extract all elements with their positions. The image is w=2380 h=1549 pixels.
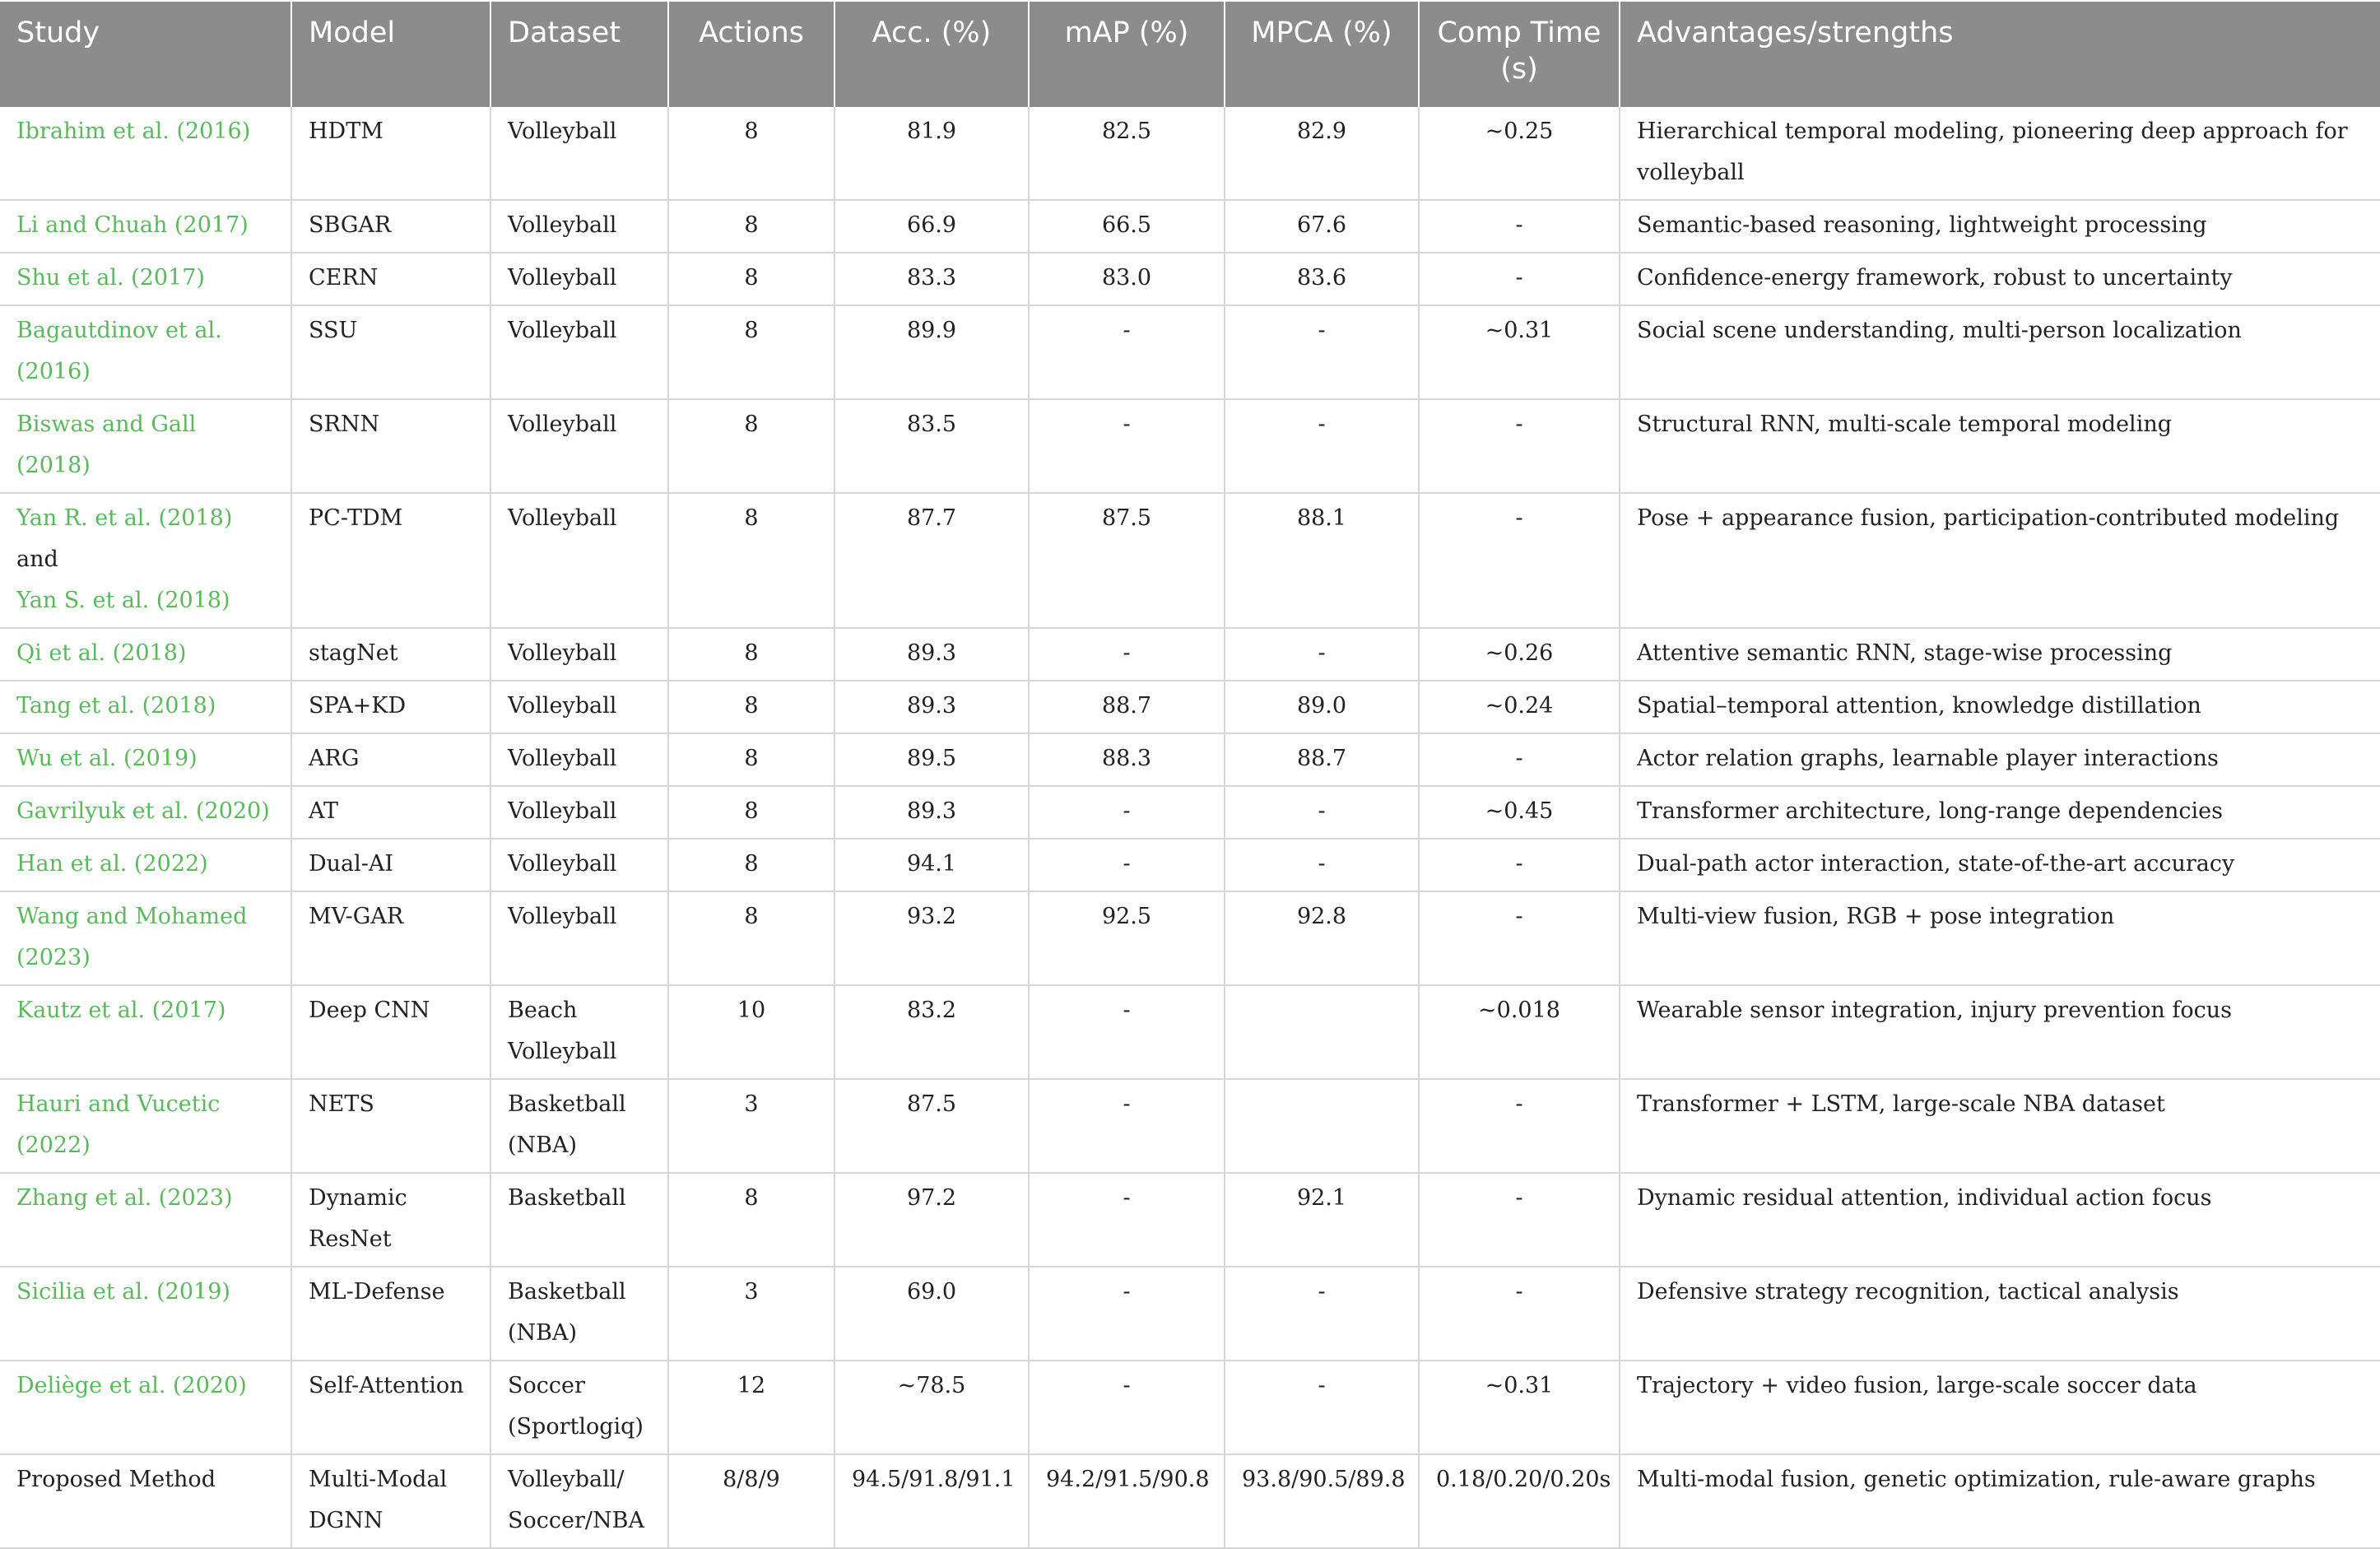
comparison-table <box>0 2 2380 1549</box>
actions-cell: 8 <box>668 628 834 681</box>
header-mpca: MPCA (%) <box>1225 2 1419 107</box>
mpca-cell: 88.7 <box>1225 733 1419 786</box>
dataset-cell: Volleyball <box>490 399 668 493</box>
dataset-cell: Volleyball <box>490 733 668 786</box>
comp-time-cell: ~0.31 <box>1419 1361 1620 1454</box>
study-link[interactable]: Qi et al. (2018) <box>0 628 291 681</box>
accuracy-cell: 94.1 <box>834 839 1029 891</box>
map-cell: - <box>1029 1361 1225 1454</box>
comp-time-cell: ~0.018 <box>1419 985 1620 1079</box>
table-row <box>0 1173 2380 1267</box>
comp-time-cell: - <box>1419 1079 1620 1173</box>
table-row <box>0 985 2380 1079</box>
study-link[interactable]: Wu et al. (2019) <box>0 733 291 786</box>
dataset-cell: Volleyball <box>490 839 668 891</box>
actions-cell: 8 <box>668 891 834 985</box>
dataset-cell: Volleyball <box>490 305 668 399</box>
study-link[interactable]: Biswas and Gall (2018) <box>0 399 291 493</box>
accuracy-cell: 89.9 <box>834 305 1029 399</box>
study-link[interactable]: Zhang et al. (2023) <box>0 1173 291 1267</box>
actions-cell: 8 <box>668 200 834 253</box>
study-link[interactable]: Han et al. (2022) <box>0 839 291 891</box>
map-cell: - <box>1029 305 1225 399</box>
map-cell: 83.0 <box>1029 253 1225 305</box>
map-cell: - <box>1029 985 1225 1079</box>
map-cell: 88.3 <box>1029 733 1225 786</box>
model-cell: ML-Defense <box>291 1267 490 1361</box>
header-actions: Actions <box>668 2 834 107</box>
comp-time-cell: - <box>1419 399 1620 493</box>
model-cell: HDTM <box>291 107 490 200</box>
accuracy-cell: 83.5 <box>834 399 1029 493</box>
table-row <box>0 733 2380 786</box>
study-link[interactable]: Li and Chuah (2017) <box>0 200 291 253</box>
study-link[interactable]: Bagautdinov et al. (2016) <box>0 305 291 399</box>
map-cell: 82.5 <box>1029 107 1225 200</box>
table-row <box>0 399 2380 493</box>
dataset-cell: Volleyball/ Soccer/NBA <box>490 1454 668 1548</box>
model-cell: stagNet <box>291 628 490 681</box>
accuracy-cell: 66.9 <box>834 200 1029 253</box>
accuracy-cell: 87.7 <box>834 493 1029 628</box>
actions-cell: 8 <box>668 839 834 891</box>
study-link[interactable]: Hauri and Vucetic (2022) <box>0 1079 291 1173</box>
advantages-cell: Dynamic residual attention, individual action focus <box>1620 1173 2380 1267</box>
study-cell <box>0 493 291 628</box>
header-advantages: Advantages/strengths <box>1620 2 2380 107</box>
comp-time-cell: - <box>1419 839 1620 891</box>
actions-cell: 8 <box>668 107 834 200</box>
table-row <box>0 1267 2380 1361</box>
model-cell: Self-Attention <box>291 1361 490 1454</box>
header-comp-time: Comp Time (s) <box>1419 2 1620 107</box>
model-cell: AT <box>291 786 490 839</box>
map-cell: - <box>1029 1079 1225 1173</box>
table-row <box>0 786 2380 839</box>
map-cell: - <box>1029 1173 1225 1267</box>
header-map: mAP (%) <box>1029 2 1225 107</box>
comp-time-cell: - <box>1419 1267 1620 1361</box>
table-row <box>0 253 2380 305</box>
map-cell: - <box>1029 628 1225 681</box>
dataset-cell: Volleyball <box>490 681 668 733</box>
study-cell: Proposed Method <box>0 1454 291 1548</box>
table-row <box>0 1454 2380 1548</box>
model-cell: NETS <box>291 1079 490 1173</box>
advantages-cell: Trajectory + video fusion, large-scale soccer data <box>1620 1361 2380 1454</box>
table-row <box>0 305 2380 399</box>
advantages-cell: Actor relation graphs, learnable player interactions <box>1620 733 2380 786</box>
comp-time-cell: ~0.26 <box>1419 628 1620 681</box>
header-row <box>0 2 2380 107</box>
actions-cell: 8 <box>668 253 834 305</box>
actions-cell: 8/8/9 <box>668 1454 834 1548</box>
advantages-cell: Wearable sensor integration, injury prevention focus <box>1620 985 2380 1079</box>
comp-time-cell: ~0.25 <box>1419 107 1620 200</box>
mpca-cell: - <box>1225 305 1419 399</box>
advantages-cell: Confidence-energy framework, robust to uncertainty <box>1620 253 2380 305</box>
study-link[interactable]: Sicilia et al. (2019) <box>0 1267 291 1361</box>
map-cell: 66.5 <box>1029 200 1225 253</box>
actions-cell: 8 <box>668 733 834 786</box>
actions-cell: 8 <box>668 493 834 628</box>
model-cell: SPA+KD <box>291 681 490 733</box>
actions-cell: 8 <box>668 399 834 493</box>
map-cell: - <box>1029 399 1225 493</box>
mpca-cell: 93.8/90.5/89.8 <box>1225 1454 1419 1548</box>
accuracy-cell: 89.3 <box>834 681 1029 733</box>
dataset-cell: Volleyball <box>490 786 668 839</box>
accuracy-cell: ~78.5 <box>834 1361 1029 1454</box>
dataset-cell: Volleyball <box>490 107 668 200</box>
dataset-cell: Basketball (NBA) <box>490 1267 668 1361</box>
advantages-cell: Transformer + LSTM, large-scale NBA dataset <box>1620 1079 2380 1173</box>
table-row <box>0 628 2380 681</box>
model-cell: PC-TDM <box>291 493 490 628</box>
comp-time-cell: - <box>1419 253 1620 305</box>
map-cell: 92.5 <box>1029 891 1225 985</box>
study-link[interactable]: Wang and Mohamed (2023) <box>0 891 291 985</box>
map-cell: - <box>1029 839 1225 891</box>
map-cell: 88.7 <box>1029 681 1225 733</box>
mpca-cell: 92.1 <box>1225 1173 1419 1267</box>
comp-time-cell: 0.18/0.20/0.20s <box>1419 1454 1620 1548</box>
table-row <box>0 681 2380 733</box>
actions-cell: 3 <box>668 1267 834 1361</box>
dataset-cell: Beach Volleyball <box>490 985 668 1079</box>
advantages-cell: Multi-modal fusion, genetic optimization, rule-aware graphs <box>1620 1454 2380 1548</box>
study-link[interactable]: Shu et al. (2017) <box>0 253 291 305</box>
map-cell: 94.2/91.5/90.8 <box>1029 1454 1225 1548</box>
mpca-cell: 92.8 <box>1225 891 1419 985</box>
accuracy-cell: 89.3 <box>834 628 1029 681</box>
map-cell: 87.5 <box>1029 493 1225 628</box>
comp-time-cell: - <box>1419 1173 1620 1267</box>
advantages-cell: Attentive semantic RNN, stage-wise processing <box>1620 628 2380 681</box>
mpca-cell <box>1225 1079 1419 1173</box>
accuracy-cell: 89.5 <box>834 733 1029 786</box>
mpca-cell: - <box>1225 839 1419 891</box>
mpca-cell: 83.6 <box>1225 253 1419 305</box>
model-cell: MV-GAR <box>291 891 490 985</box>
study-link[interactable]: Ibrahim et al. (2016) <box>0 107 291 200</box>
model-cell: Dual-AI <box>291 839 490 891</box>
accuracy-cell: 94.5/91.8/91.1 <box>834 1454 1029 1548</box>
study-link[interactable]: Gavrilyuk et al. (2020) <box>0 786 291 839</box>
dataset-cell: Volleyball <box>490 628 668 681</box>
comp-time-cell: ~0.45 <box>1419 786 1620 839</box>
comp-time-cell: - <box>1419 733 1620 786</box>
dataset-cell: Basketball <box>490 1173 668 1267</box>
actions-cell: 3 <box>668 1079 834 1173</box>
actions-cell: 8 <box>668 786 834 839</box>
mpca-cell: 67.6 <box>1225 200 1419 253</box>
model-cell: SRNN <box>291 399 490 493</box>
table-row <box>0 1361 2380 1454</box>
table-row <box>0 200 2380 253</box>
advantages-cell: Defensive strategy recognition, tactical analysis <box>1620 1267 2380 1361</box>
table-row <box>0 493 2380 628</box>
advantages-cell: Semantic-based reasoning, lightweight processing <box>1620 200 2380 253</box>
actions-cell: 8 <box>668 681 834 733</box>
model-cell: Dynamic ResNet <box>291 1173 490 1267</box>
study-link[interactable]: Kautz et al. (2017) <box>0 985 291 1079</box>
dataset-cell: Soccer (Sportlogiq) <box>490 1361 668 1454</box>
header-study: Study <box>0 2 291 107</box>
table-row <box>0 107 2380 200</box>
dataset-cell: Basketball (NBA) <box>490 1079 668 1173</box>
comp-time-cell: ~0.24 <box>1419 681 1620 733</box>
study-link[interactable]: Yan S. et al. (2018) <box>16 588 230 613</box>
mpca-cell: 89.0 <box>1225 681 1419 733</box>
model-cell: Multi-Modal DGNN <box>291 1454 490 1548</box>
advantages-cell: Hierarchical temporal modeling, pioneering deep approach for volleyball <box>1620 107 2380 200</box>
mpca-cell: - <box>1225 1267 1419 1361</box>
dataset-cell: Volleyball <box>490 493 668 628</box>
dataset-cell: Volleyball <box>490 200 668 253</box>
accuracy-cell: 83.3 <box>834 253 1029 305</box>
map-cell: - <box>1029 786 1225 839</box>
model-cell: CERN <box>291 253 490 305</box>
accuracy-cell: 83.2 <box>834 985 1029 1079</box>
table-row <box>0 891 2380 985</box>
accuracy-cell: 97.2 <box>834 1173 1029 1267</box>
dataset-cell: Volleyball <box>490 253 668 305</box>
mpca-cell: 88.1 <box>1225 493 1419 628</box>
actions-cell: 8 <box>668 1173 834 1267</box>
mpca-cell: - <box>1225 399 1419 493</box>
actions-cell: 10 <box>668 985 834 1079</box>
mpca-cell: - <box>1225 628 1419 681</box>
comp-time-cell: ~0.31 <box>1419 305 1620 399</box>
study-separator: and <box>16 547 58 572</box>
advantages-cell: Social scene understanding, multi-person localization <box>1620 305 2380 399</box>
table-row <box>0 839 2380 891</box>
map-cell: - <box>1029 1267 1225 1361</box>
advantages-cell: Pose + appearance fusion, participation-contributed modeling <box>1620 493 2380 628</box>
header-model: Model <box>291 2 490 107</box>
accuracy-cell: 69.0 <box>834 1267 1029 1361</box>
advantages-cell: Spatial–temporal attention, knowledge distillation <box>1620 681 2380 733</box>
accuracy-cell: 81.9 <box>834 107 1029 200</box>
table-row <box>0 1079 2380 1173</box>
advantages-cell: Dual-path actor interaction, state-of-the-art accuracy <box>1620 839 2380 891</box>
mpca-cell: 82.9 <box>1225 107 1419 200</box>
model-cell: SSU <box>291 305 490 399</box>
dataset-cell: Volleyball <box>490 891 668 985</box>
accuracy-cell: 89.3 <box>834 786 1029 839</box>
advantages-cell: Transformer architecture, long-range dependencies <box>1620 786 2380 839</box>
header-accuracy: Acc. (%) <box>834 2 1029 107</box>
accuracy-cell: 87.5 <box>834 1079 1029 1173</box>
header-dataset: Dataset <box>490 2 668 107</box>
model-cell: SBGAR <box>291 200 490 253</box>
mpca-cell <box>1225 985 1419 1079</box>
actions-cell: 12 <box>668 1361 834 1454</box>
comp-time-cell: - <box>1419 493 1620 628</box>
advantages-cell: Multi-view fusion, RGB + pose integration <box>1620 891 2380 985</box>
study-link[interactable]: Tang et al. (2018) <box>0 681 291 733</box>
accuracy-cell: 93.2 <box>834 891 1029 985</box>
mpca-cell: - <box>1225 786 1419 839</box>
study-link[interactable]: Yan R. et al. (2018) <box>16 505 233 531</box>
comp-time-cell: - <box>1419 891 1620 985</box>
advantages-cell: Structural RNN, multi-scale temporal modeling <box>1620 399 2380 493</box>
mpca-cell: - <box>1225 1361 1419 1454</box>
study-link[interactable]: Deliège et al. (2020) <box>0 1361 291 1454</box>
comp-time-cell: - <box>1419 200 1620 253</box>
model-cell: ARG <box>291 733 490 786</box>
actions-cell: 8 <box>668 305 834 399</box>
model-cell: Deep CNN <box>291 985 490 1079</box>
